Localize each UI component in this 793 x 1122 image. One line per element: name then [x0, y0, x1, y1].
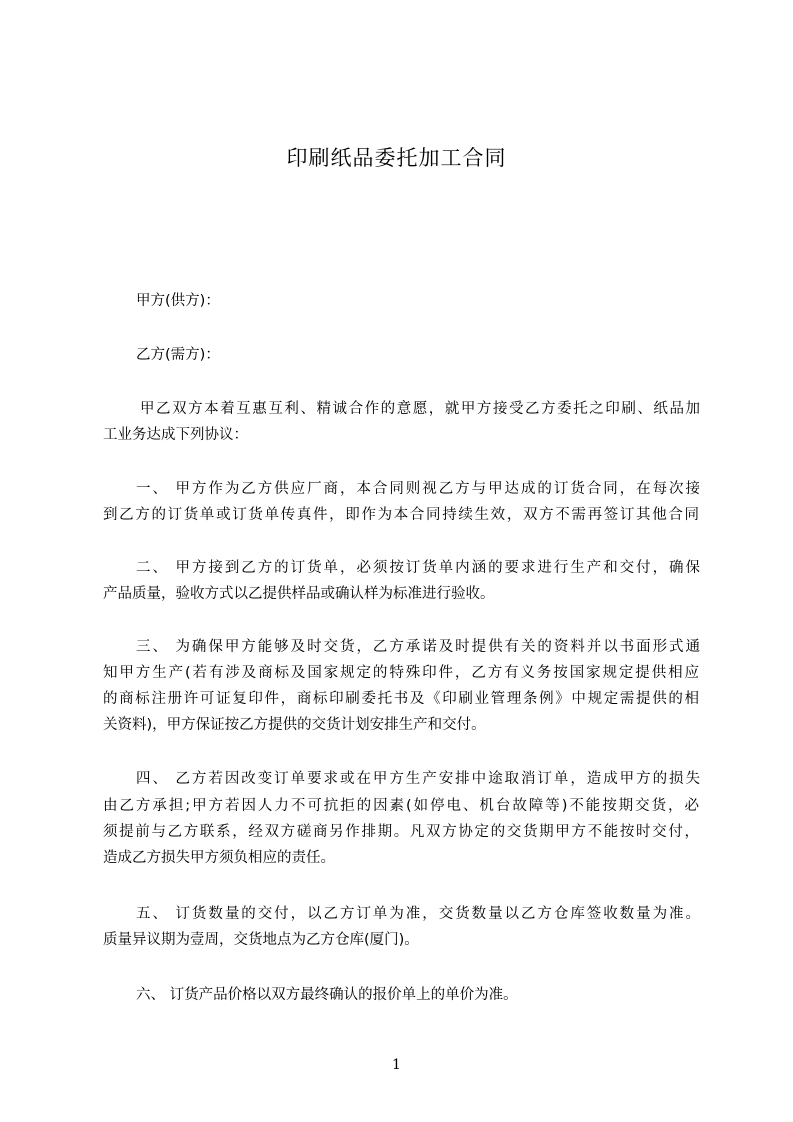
- clause-5-line: 五、 订货数量的交付，以乙方订单为准，交货数量以乙方仓库签收数量为准。: [136, 906, 700, 922]
- intro-line: 甲乙双方本着互惠互利、精诚合作的意愿，就甲方接受乙方委托之印刷、纸品加: [140, 401, 700, 417]
- clause-1-line: 一、 甲方作为乙方供应厂商，本合同则视乙方与甲达成的订货合同，在每次接: [136, 481, 700, 497]
- clause-1-line: 到乙方的订货单或订货单传真件，即作为本合同持续生效，双方不需再签订其他合同: [103, 507, 699, 523]
- clause-3-line: 关资料)，甲方保证按乙方提供的交货计划安排生产和交付。: [103, 717, 486, 733]
- clause-4-line: 造成乙方损失甲方须负相应的责任。: [103, 850, 335, 866]
- clause-4-line: 须提前与乙方联系，经双方磋商另作排期。凡双方协定的交货期甲方不能按时交付，: [103, 824, 699, 840]
- clause-4-line: 由乙方承担;甲方若因人力不可抗拒的因素(如停电、机台故障等)不能按期交货，必: [103, 798, 699, 814]
- clause-4-line: 四、 乙方若因改变订单要求或在甲方生产安排中途取消订单，造成甲方的损失: [136, 771, 700, 787]
- document-title: 印刷纸品委托加工合同: [286, 146, 507, 170]
- clause-2-line: 二、 甲方接到乙方的订货单，必须按订货单内涵的要求进行生产和交付，确保: [136, 560, 700, 576]
- party-b-line: 乙方(需方)：: [136, 347, 220, 363]
- clause-6-line: 六、 订货产品价格以双方最终确认的报价单上的单价为准。: [136, 987, 518, 1003]
- party-a-line: 甲方(供方)：: [136, 293, 220, 309]
- clause-5-line: 质量异议期为壹周，交货地点为乙方仓库(厦门)。: [103, 932, 419, 948]
- clause-3-line: 的商标注册许可证复印件，商标印刷委托书及《印刷业管理条例》中规定需提供的相: [103, 691, 699, 707]
- clause-3-line: 知甲方生产(若有涉及商标及国家规定的特殊印件，乙方有义务按国家规定提供相应: [103, 665, 699, 681]
- clause-3-line: 三、 为确保甲方能够及时交货，乙方承诺及时提供有关的资料并以书面形式通: [136, 639, 700, 655]
- page-number: 1: [392, 1057, 401, 1073]
- clause-2-line: 产品质量，验收方式以乙提供样品或确认样为标准进行验收。: [103, 586, 495, 602]
- intro-line: 工业务达成下列协议：: [103, 427, 248, 443]
